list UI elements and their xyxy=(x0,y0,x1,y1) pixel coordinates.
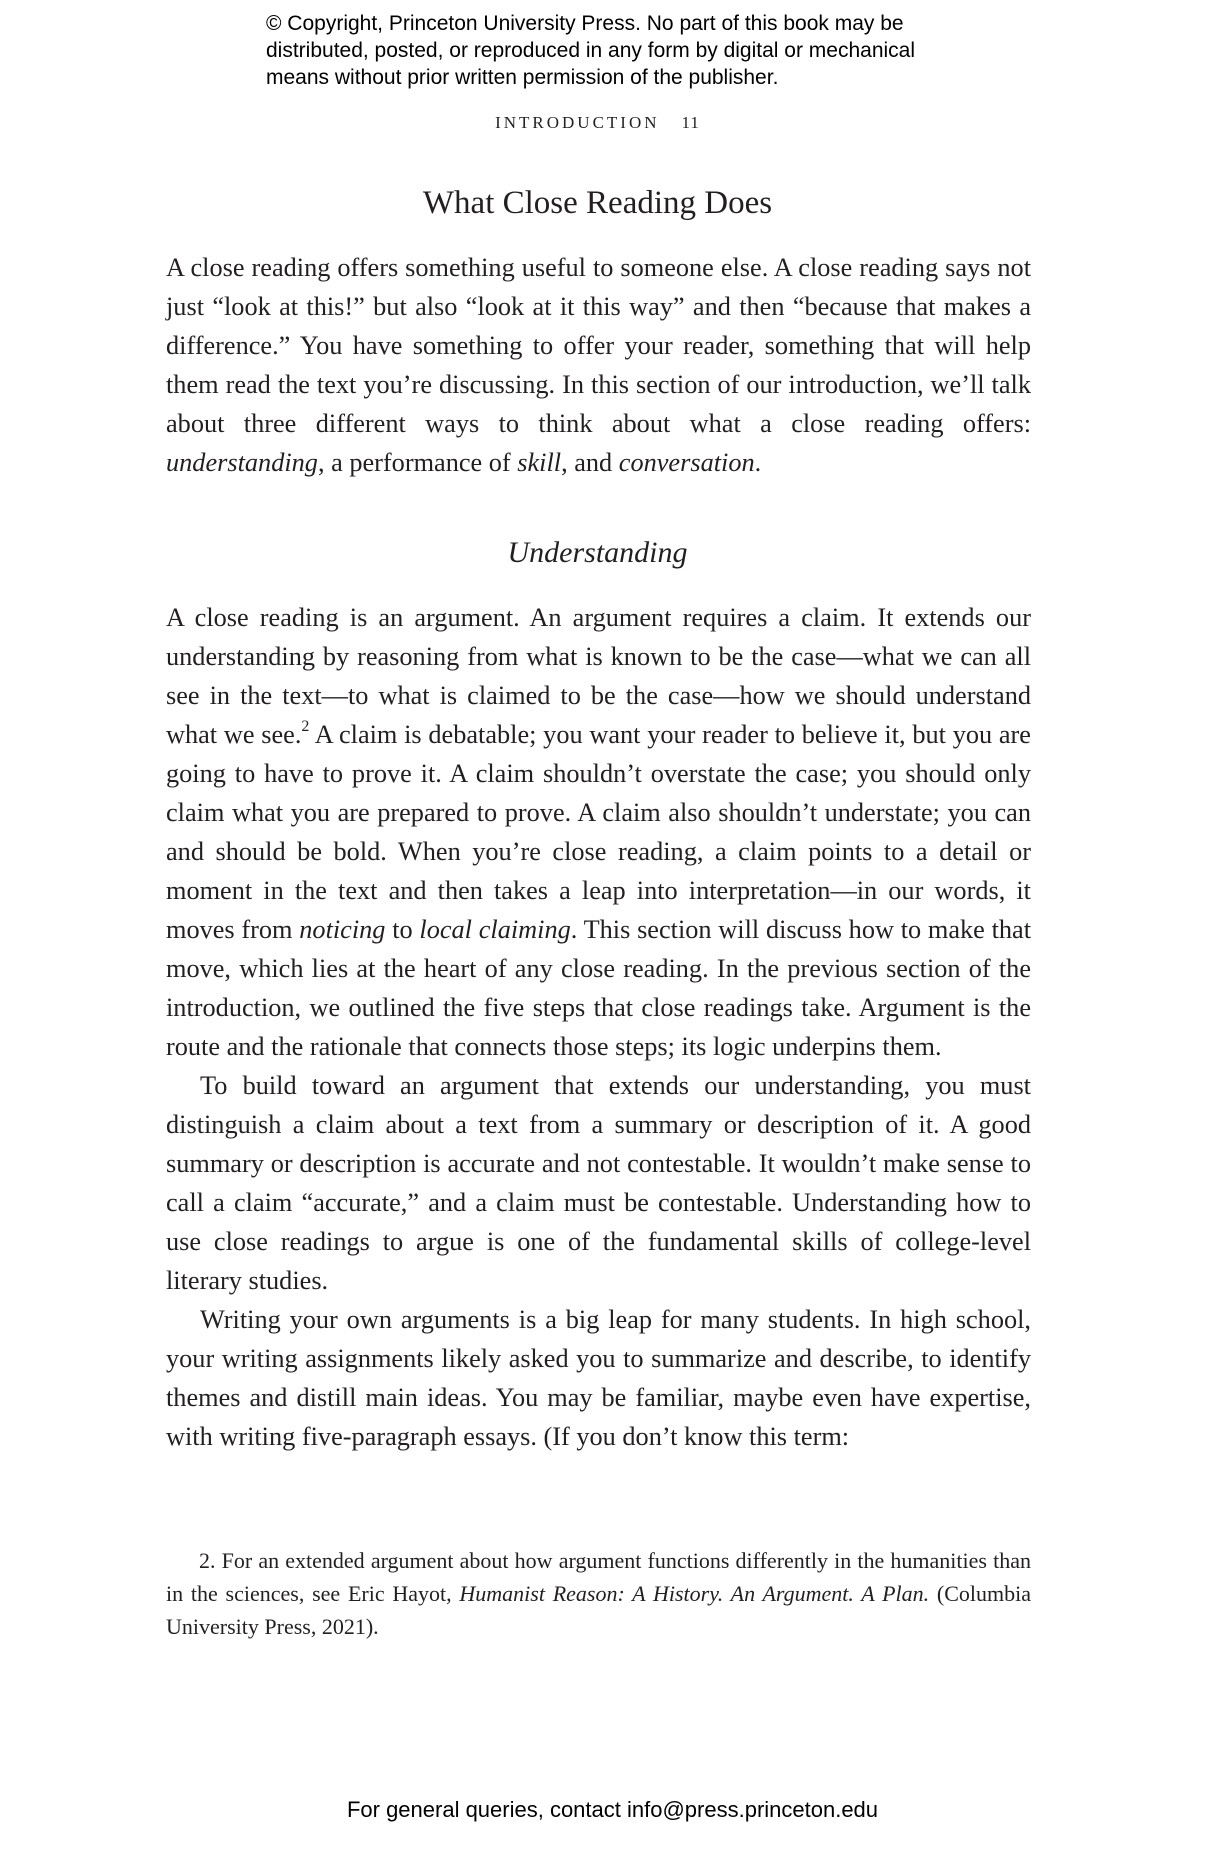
footnote xyxy=(166,1544,1031,1643)
footnote-text: (Columbia University Press, 2021). xyxy=(166,1581,1032,1639)
paragraph-text: A claim is debatable; you want your reader to believe it, but you are going to have to prove it. A claim shouldn’t overstate the case; you should only claim what you are prepared to prove. A claim also shouldn’t understate; you can and should be bold. When you’re close reading, a claim points to a detail or moment in the text and then takes a leap into interpretation—in our words, it moves from xyxy=(166,720,1031,944)
paragraph-text: A close reading is an argument. An argument requires a claim. It extends our understanding by reasoning from what is known to be the case—what we can all see in the text—to what is claimed to be the case—how we should understand what we see. xyxy=(166,603,1031,749)
copyright-notice xyxy=(266,10,966,91)
emphasis-text: skill xyxy=(517,448,562,477)
paragraph-text: to xyxy=(385,915,420,944)
subsection-heading: Understanding xyxy=(507,536,688,569)
page-number: 11 xyxy=(681,113,700,132)
running-head xyxy=(0,113,1195,133)
footnote-book-title: Humanist Reason: A History. An Argument. A Plan. xyxy=(459,1581,930,1606)
emphasis-text: understanding xyxy=(166,448,318,477)
paragraph xyxy=(166,598,1031,1066)
copyright-line: means without prior written permission of the publisher. xyxy=(266,66,779,89)
emphasis-text: conversation xyxy=(618,448,755,477)
running-head-title: INTRODUCTION xyxy=(495,113,660,132)
contact-footer: For general queries, contact info@press.princeton.edu xyxy=(346,1797,879,1822)
emphasis-text: noticing xyxy=(299,915,386,944)
paragraph: Writing your own arguments is a big leap for many students. In high school, your writing assignments likely asked you to summarize and describe, to identify themes and distill main ideas. You may be familiar, maybe even have expertise, with writing five-paragraph essays. (If you don’t know this term: xyxy=(166,1305,1031,1451)
copyright-line: © Copyright, Princeton University Press. No part of this book may be xyxy=(266,12,904,35)
section-heading: What Close Reading Does xyxy=(422,185,773,221)
paragraph xyxy=(166,248,1031,482)
footnote-reference: 2 xyxy=(301,718,310,736)
emphasis-text: local claiming xyxy=(419,915,571,944)
paragraph-text: , and xyxy=(561,448,619,477)
footnote-text: For an extended argument about how argument functions differently in the humanities than in the sciences, see Eric Hayot, xyxy=(166,1548,1031,1606)
paragraph-text: , a performance of xyxy=(317,448,518,477)
copyright-line: distributed, posted, or reproduced in any form by digital or mechanical xyxy=(266,39,916,62)
paragraph: To build toward an argument that extends our understanding, you must distinguish a claim about a text from a summary or description of it. A good summary or description is accurate and not contestable. It wouldn’t make sense to call a claim “accurate,” and a claim must be contestable. Understanding how to use close readings to argue is one of the fundamental skills of college-level literary studies. xyxy=(166,1071,1031,1295)
paragraph-text: A close reading offers something useful to someone else. A close reading says not just “look at this!” but also “look at it this way” and then “because that makes a difference.” You have something to offer your reader, something that will help them read the text you’re discussing. In this section of our introduction, we’ll talk about three different ways to think about what a close reading offers: xyxy=(166,253,1031,438)
paragraph-text: . This section will discuss how to make that move, which lies at the heart of any close reading. In the previous section of the introduction, we outlined the five steps that close readings take. Argument is the route and the rationale that connects those steps; its logic underpins them. xyxy=(166,915,1032,1061)
section-intro xyxy=(166,248,1031,482)
subsection-body xyxy=(166,598,1031,1456)
paragraph-text: . xyxy=(754,448,762,477)
footnote-number: 2. xyxy=(199,1548,216,1573)
